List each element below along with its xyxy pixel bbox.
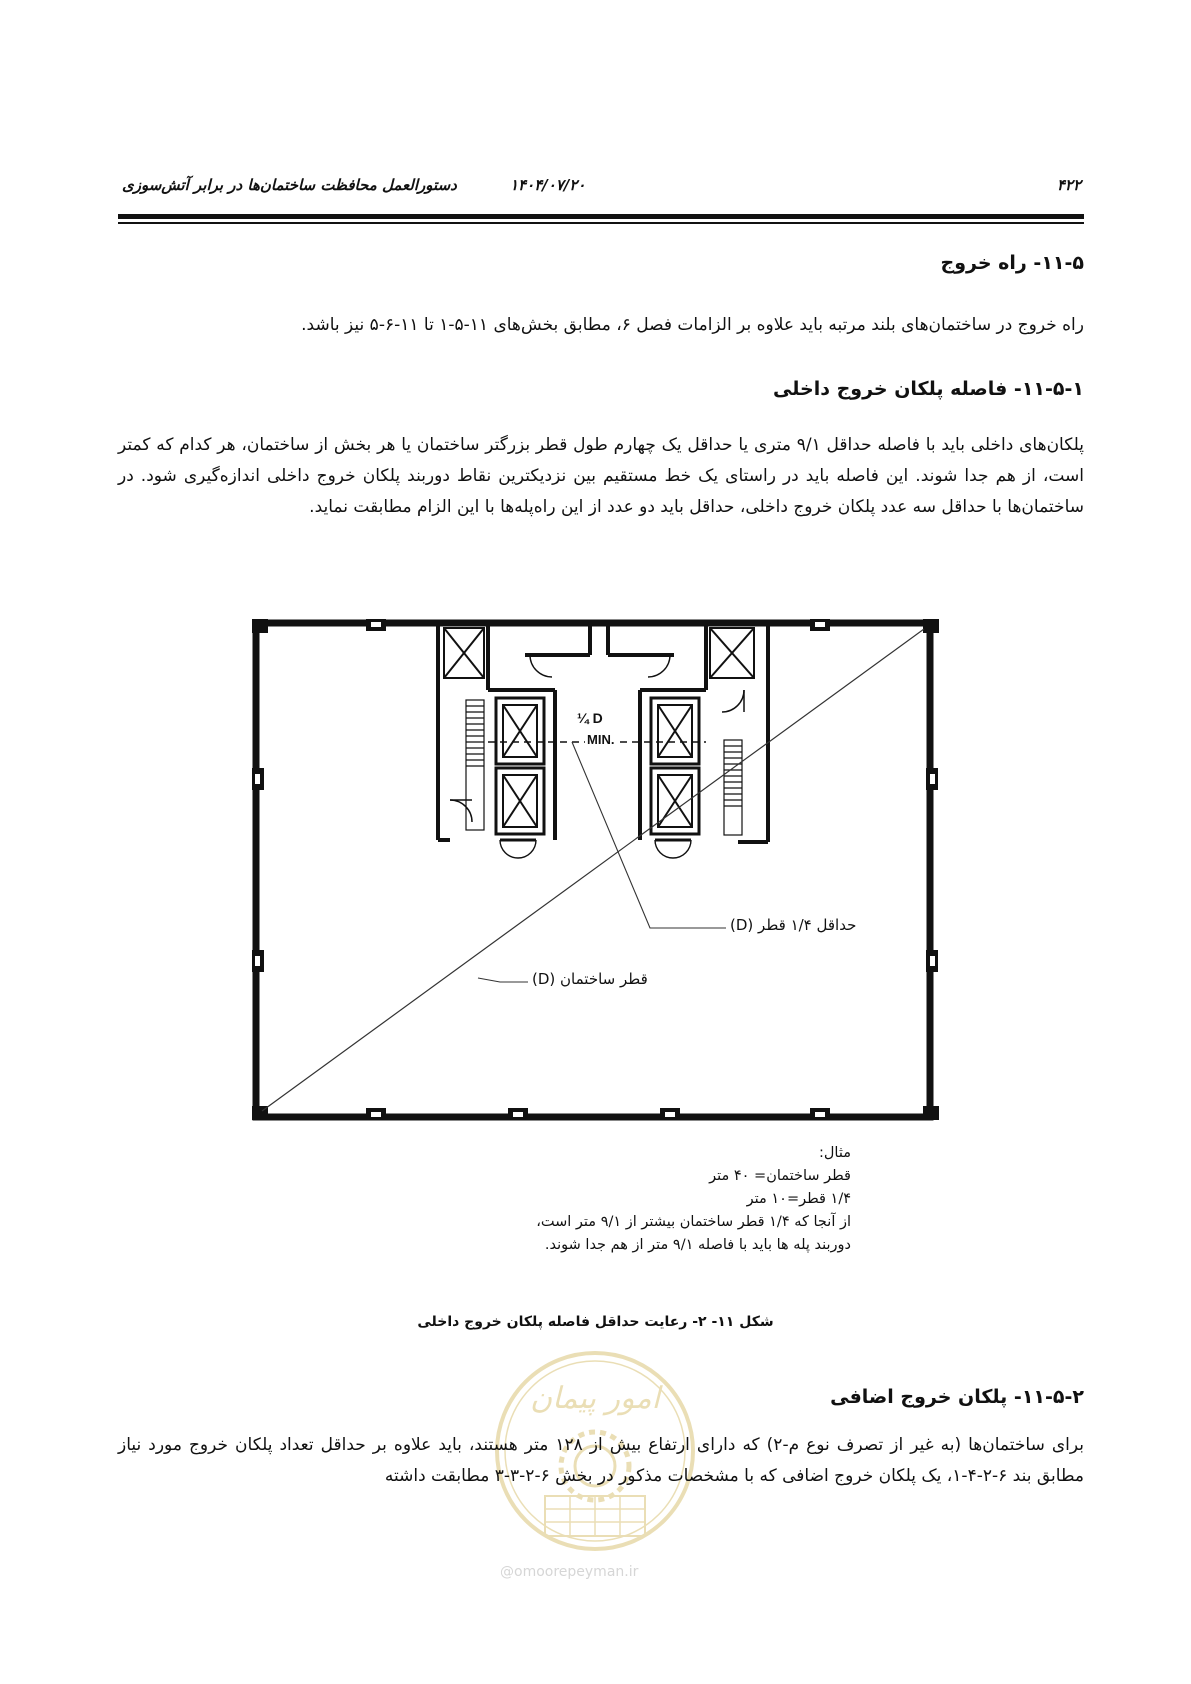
section-text-stair-distance: پلکان‌های داخلی باید با فاصله حداقل ۹/۱ متری یا حداقل یک چهارم طول قطر بزرگتر ساختمان یا هر بخش از ساختمان، هر کدام که کمتر است، از هم جدا شوند. این فاصله باید در راستای یک خط مستقیم بین نزدیکترین نقاط دوربند پلکان خروج داخلی اندازه‌گیری شود. در ساختمان‌ها با حداقل سه عدد پلکان خروج داخلی، حداقل باید دو عدد از این راه‌پله‌ها با این الزام مطابقت نماید. bbox=[118, 435, 1084, 517]
leader-min-quarter bbox=[572, 742, 726, 928]
label-min-quarter-diameter: حداقل ۱/۴ قطر (D) bbox=[730, 916, 857, 934]
label-building-diameter: قطر ساختمان (D) bbox=[532, 970, 648, 988]
example-line: ۱/۴ قطر=۱۰ متر bbox=[746, 1191, 851, 1207]
section-text-exit: راه خروج در ساختمان‌های بلند مرتبه باید علاوه بر الزامات فصل ۶، مطابق بخش‌های ۱۱-۵-۱ تا ۱۱-۶-۵ نیز باشد. bbox=[301, 315, 1084, 335]
watermark-text: امور پیمان bbox=[530, 1381, 660, 1416]
example-line: مثال: bbox=[819, 1145, 851, 1161]
header-date: ۱۴۰۴/۰۷/۲۰ bbox=[510, 176, 586, 194]
label-min: MIN. bbox=[587, 732, 615, 747]
label-quarter-d: ¼ D bbox=[577, 710, 603, 726]
header-title: دستورالعمل محافظت ساختمان‌ها در برابر آتش‌سوزی bbox=[122, 176, 457, 194]
example-line: قطر ساختمان= ۴۰ متر bbox=[709, 1168, 851, 1184]
stair-left bbox=[450, 700, 484, 830]
example-line: دوربند پله ها باید با فاصله ۹/۱ متر از هم جدا شوند. bbox=[544, 1237, 851, 1253]
watermark-url: @omoorepeyman.ir bbox=[500, 1564, 639, 1580]
section-heading-exit: ۱۱-۵- راه خروج bbox=[940, 252, 1084, 274]
section-heading-stair-distance: ۱۱-۵-۱- فاصله پلکان خروج داخلی bbox=[773, 378, 1084, 400]
figure-example bbox=[536, 1142, 851, 1257]
page-number: ۴۲۲ bbox=[1056, 176, 1081, 194]
wall-columns bbox=[252, 619, 939, 1120]
leader-diameter bbox=[478, 978, 528, 982]
building-diagonal-line bbox=[262, 629, 924, 1111]
section-text-additional-stair: برای ساختمان‌ها (به غیر از تصرف نوع م-۲) که دارای ارتفاع بیش از ۱۲۸ متر هستند، باید علاوه بر حداقل تعداد پلکان خروج مورد نیاز مطابق بند ۶-۲-۴-۱، یک پلکان خروج اضافی که با مشخصات مذکور در بخش ۶-۲-۳-۳ مطابقت داشته bbox=[118, 1435, 1084, 1486]
example-line: از آنجا که ۱/۴ قطر ساختمان بیشتر از ۹/۱ متر است، bbox=[536, 1214, 851, 1230]
section-heading-additional-stair: ۱۱-۵-۲- پلکان خروج اضافی bbox=[830, 1386, 1084, 1408]
figure-caption: شکل ۱۱- ۲- رعایت حداقل فاصله پلکان خروج داخلی bbox=[417, 1314, 774, 1330]
